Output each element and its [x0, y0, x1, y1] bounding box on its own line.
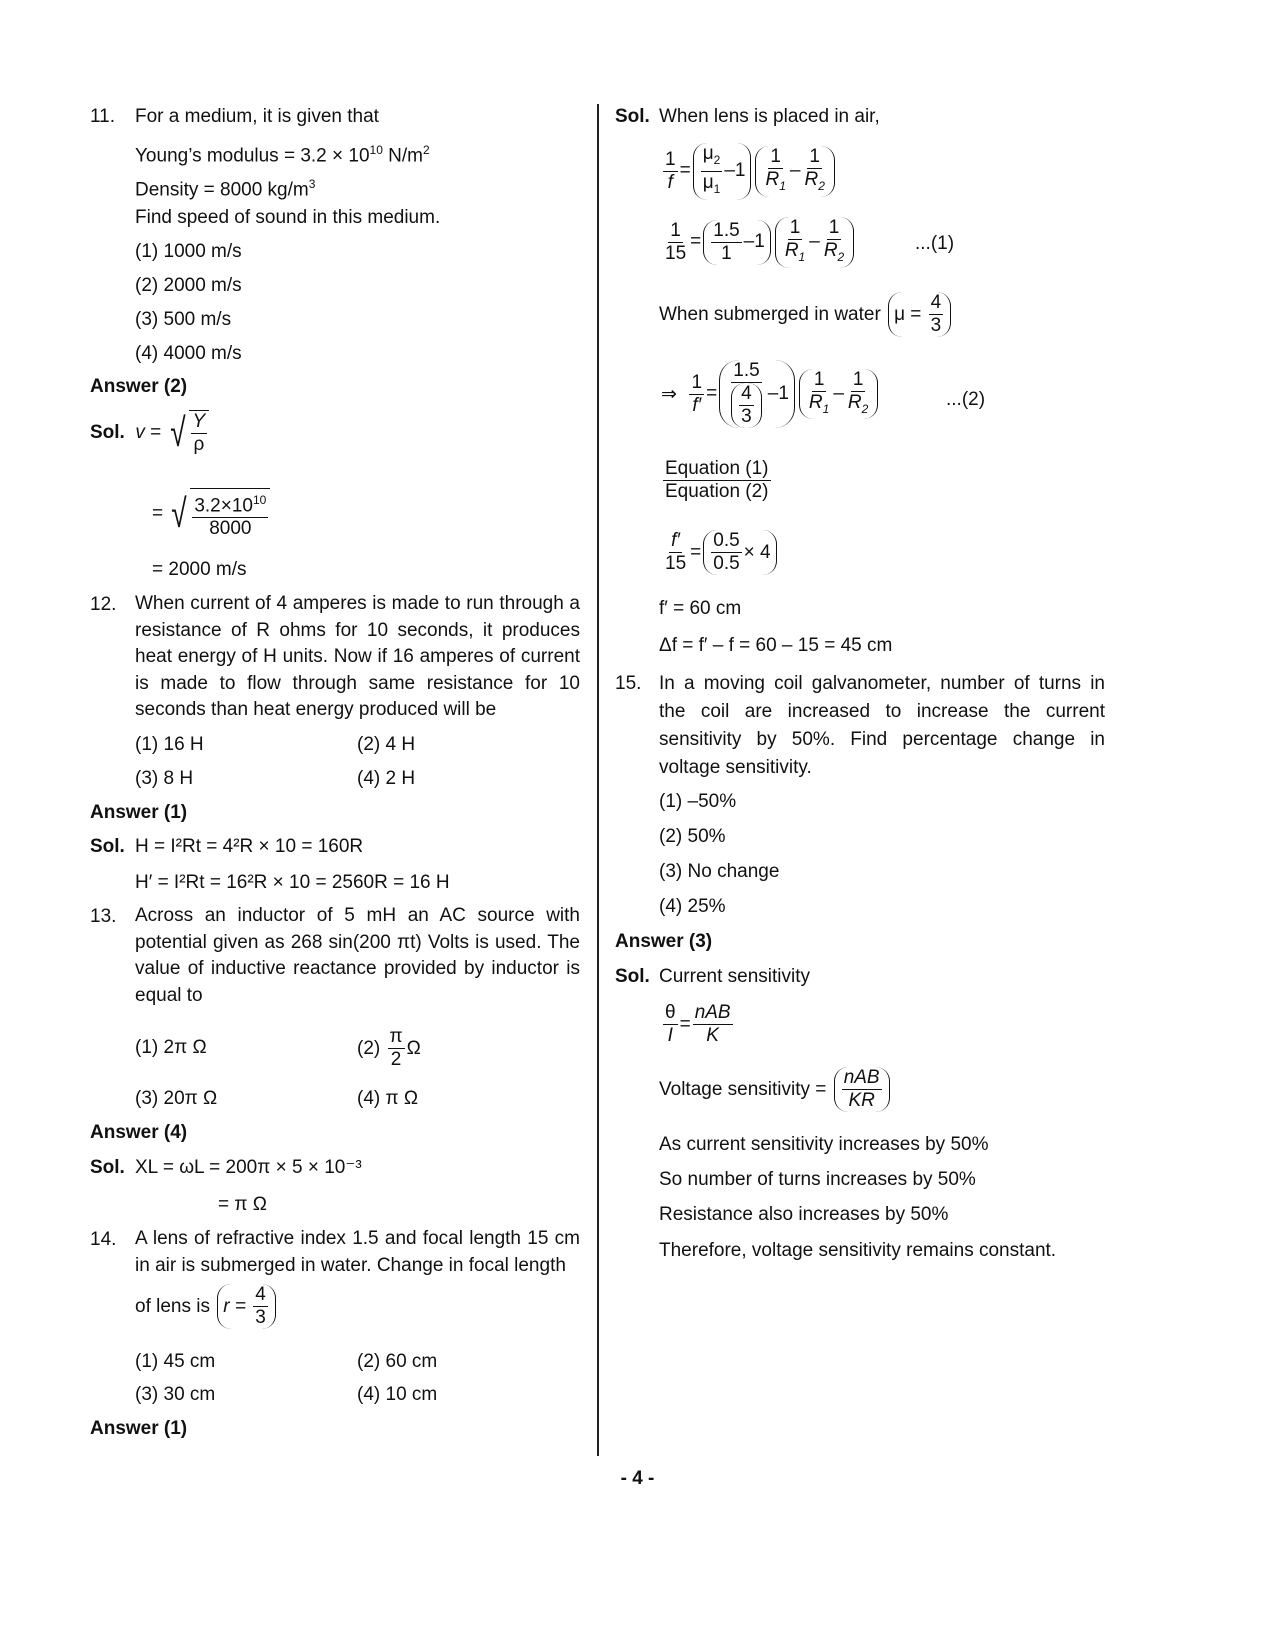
solution-line-4: Therefore, voltage sensitivity remains constant. — [659, 1240, 1057, 1261]
option-4: (4) 25% — [659, 896, 726, 917]
solution-substitution: = √ $\frac{3.2\times 10^{10}}{8000}$ — [152, 488, 270, 540]
solution-formula: Sol. v = √ $\frac{Y}{\rho}$ — [90, 410, 209, 456]
option-3: (3) 20π Ω — [135, 1088, 218, 1109]
solution-line-3: Resistance also increases by 50% — [659, 1204, 949, 1225]
option-4: (4) 4000 m/s — [135, 343, 242, 364]
option-1: (1) –50% — [659, 791, 737, 812]
question-14-text: A lens of refractive index 1.5 and focal length 15 cm in air is submerged in water. Change in focal length — [135, 1228, 580, 1276]
page-number: - 4 - — [620, 1468, 655, 1489]
question-13-text: Across an inductor of 5 mH an AC source with potential given as 268 sin(200 πt) Volts is used. The value of inductive reactance provided by inductor is equal to — [135, 905, 580, 1006]
question-12-text: When current of 4 amperes is made to run through a resistance of R ohms for 10 seconds, it produces heat energy of H units. Now if 16 amperes of current is made to flow through same resistance for 10 seconds than heat energy produced will be — [135, 593, 580, 720]
option-1: (1) 45 cm — [135, 1351, 216, 1372]
option-1: (1) 1000 m/s — [135, 241, 242, 262]
solution-label: Sol. — [615, 966, 650, 987]
equation-tag-2: ...(2) — [946, 389, 986, 410]
solution-line-2: So number of turns increases by 50% — [659, 1169, 976, 1190]
question-15-text: In a moving coil galvanometer, number of turns in the coil are increased to increase the current sensitivity by 50%. Find percentage change in voltage sensitivity. — [659, 673, 1105, 778]
option-3: (3) 500 m/s — [135, 309, 232, 330]
voltage-sensitivity-formula: Voltage sensitivity = $\frac{\text{nAB}}{KR}$ — [659, 1067, 892, 1112]
question-text: For a medium, it is given that — [135, 106, 379, 127]
option-4: (4) 10 cm — [357, 1384, 438, 1405]
equation-ratio: $\frac{\text{Equation (1)}}{\text{Equation (2)}}$ — [665, 458, 769, 502]
solution-label: Sol. — [90, 1157, 125, 1178]
delta-f: Δf = f′ – f = 60 – 15 = 45 cm — [659, 635, 893, 656]
option-2: (2) 4 H — [357, 734, 416, 755]
option-4: (4) 2 H — [357, 768, 416, 789]
option-2: (2) 2000 m/s — [135, 275, 242, 296]
option-2: (2) $\frac{\pi}{2}$ Ω — [357, 1026, 421, 1070]
answer: Answer (2) — [90, 376, 188, 397]
youngs-modulus: Young’s modulus = $3.2 \times 10^{10}$ $N/m^2$ — [135, 143, 430, 167]
solution-label: Sol. — [615, 106, 650, 127]
solution-line-2: = π Ω — [218, 1194, 267, 1215]
answer: Answer (3) — [615, 931, 713, 952]
density: Density = 8000 $kg/m^3$ — [135, 177, 316, 201]
question-14-number: 14. — [90, 1229, 117, 1250]
question-14-text-2: of lens is r = $\frac{4}{3}$ — [135, 1284, 278, 1329]
option-3: (3) No change — [659, 861, 780, 882]
equation-tag-1: ...(1) — [915, 233, 955, 254]
question-11 — [90, 105, 115, 129]
water-condition: When submerged in water μ = $\frac{4}{3}$ — [659, 292, 953, 337]
option-1: (1) 2π Ω — [135, 1037, 207, 1058]
option-1: (1) 16 H — [135, 734, 204, 755]
equation-1: $\frac{1}{15}$ = $\frac{1.5}{1}$ –1 $\frac{1}{R_1}$ – $\frac{1}{R_2}$ — [661, 217, 856, 268]
fprime-result: f′ = 60 cm — [659, 598, 742, 619]
solution-intro: When lens is placed in air, — [659, 106, 880, 127]
current-sensitivity-formula: $\frac{\theta}{I}$ = $\frac{\text{nAB}}{K}$ — [665, 1002, 731, 1046]
column-divider — [597, 104, 599, 1456]
solution-result: = 2000 m/s — [152, 559, 247, 580]
option-2: (2) 60 cm — [357, 1351, 438, 1372]
fprime-ratio: $\frac{f'}{15}$ = $\frac{0.5}{0.5}$ × 4 — [661, 530, 779, 575]
equation-2: ⇒ $\frac{1}{f'}$ = $\frac{1.5}{\frac{4}{3}}$ –1 $\frac{1}{R_1}$ – $\frac{1}{R_2}$ — [661, 360, 880, 428]
answer: Answer (1) — [90, 802, 188, 823]
question-12-number: 12. — [90, 594, 117, 615]
option-3: (3) 8 H — [135, 768, 194, 789]
option-3: (3) 30 cm — [135, 1384, 216, 1405]
answer: Answer (4) — [90, 1122, 188, 1143]
lensmaker-formula: $\frac{1}{f}$ = $\frac{\mu_2}{\mu_1}$ –1 $\frac{1}{R_1}$ – $\frac{1}{R_2}$ — [661, 143, 837, 200]
question-find: Find speed of sound in this medium. — [135, 207, 441, 228]
answer: Answer (1) — [90, 1418, 188, 1439]
question-13-number: 13. — [90, 906, 117, 927]
solution-label: Sol. — [90, 836, 125, 857]
question-15-number: 15. — [615, 673, 642, 694]
solution-line-1: XL = ωL = 200π × 5 × 10⁻³ — [135, 1157, 362, 1178]
solution-intro: Current sensitivity — [659, 966, 810, 987]
option-2: (2) 50% — [659, 826, 726, 847]
solution-line-2: H′ = I²Rt = 16²R × 10 = 2560R = 16 H — [135, 872, 450, 893]
option-4: (4) π Ω — [357, 1088, 419, 1109]
solution-line-1: H = I²Rt = 4²R × 10 = 160R — [135, 836, 364, 857]
solution-line-1: As current sensitivity increases by 50% — [659, 1134, 989, 1155]
question-number: 11. — [90, 106, 116, 127]
